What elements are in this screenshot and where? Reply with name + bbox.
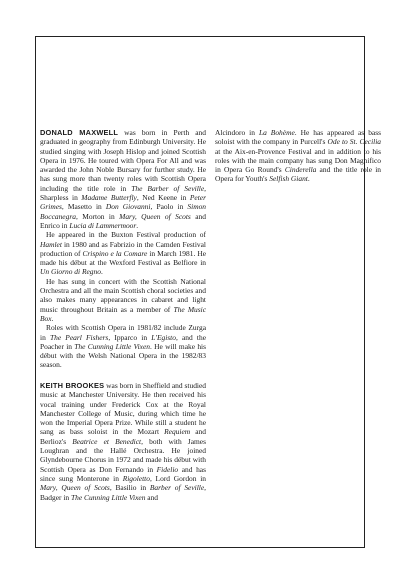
work-title: Madame Butterfly <box>81 193 137 203</box>
work-title: Selfish Giant <box>269 174 308 184</box>
maxwell-para-2 <box>40 230 206 276</box>
text-run: at the Aix-en-Provence Festival and in addition to his roles with the main company has sung Don Magnifico in Opera Go Round's <box>215 146 381 175</box>
text-run: , both with James Loughran and the Hallé Orchestra. He joined Glyndebourne Chorus in 1972 and made his début with Scottish Opera as Don Fernando in <box>40 436 206 474</box>
text-run: was born in Perth and graduated in geography from Edinburgh University. He studied singing with Joseph Hislop and joined Scottish Opera in 1976. He toured with Opera For All and was awarded the John Noble Bursary for further study. He has sung more than twenty roles with Scottish Opera including the title role in <box>40 128 206 193</box>
work-title: La Bohème <box>258 128 295 137</box>
text-run: . <box>307 174 310 184</box>
text-run: and Enrico in <box>40 211 206 230</box>
text-run: , and the Poacher in <box>40 332 207 351</box>
work-title: L'Egisto <box>151 332 176 342</box>
work-title: Simon Boccanegra <box>40 202 206 221</box>
work-title: Un Giorno di Regno <box>40 267 101 277</box>
text-run: and Berlioz's <box>40 427 206 446</box>
work-title: Requiem <box>164 427 191 437</box>
maxwell-name: DONALD MAXWELL <box>40 128 119 137</box>
work-title: Peter Grimes <box>40 193 206 212</box>
maxwell-para-1 <box>40 128 206 230</box>
text-run: , Lord Gordon in <box>149 473 206 483</box>
text-run: in 1980 and as Fabrizio in the Camden Festival production of <box>40 239 206 258</box>
text-run: , Sharpless in <box>40 183 206 203</box>
text-run: . <box>51 313 54 323</box>
text-run: He appeared in the Buxton Festival production of <box>46 230 206 240</box>
text-run: and <box>145 492 159 502</box>
brookes-bio <box>40 381 206 502</box>
text-run: , Morton in <box>75 211 120 221</box>
work-title: The Music Box <box>40 304 206 323</box>
work-title: The Cunning Little Vixen <box>70 492 146 502</box>
work-title: Lucia di Lammermoor <box>69 220 137 230</box>
right-column-para <box>215 128 381 184</box>
text-run: , Ned Keene in <box>136 193 190 203</box>
work-title: Don Giovanni <box>105 202 151 212</box>
work-title: Hamlet <box>40 239 62 249</box>
text-run: and has since sung Monterone in <box>40 464 206 483</box>
text-run: . <box>100 267 103 277</box>
brookes-name: KEITH BROOKES <box>40 381 105 390</box>
work-title: The Pearl Fishers <box>49 332 109 342</box>
text-run: in March 1981. He made his début at the Wexford Festival as Belfiore in <box>40 248 206 268</box>
text-run: , Paolo in <box>150 202 188 212</box>
brookes-para-1 <box>40 381 206 502</box>
work-title: Rigoletto <box>122 473 150 483</box>
work-title: Mary, Queen of Scots <box>119 211 191 221</box>
work-title: The Cunning Little Vixen <box>74 341 150 351</box>
work-title: Barber of Seville <box>149 483 205 493</box>
work-title: The Barber of Seville <box>131 183 205 193</box>
text-run: . He will make his début with the Welsh National Opera in the 1982/83 season. <box>40 341 206 370</box>
work-title: Ode to St. Cecilia <box>327 137 381 147</box>
maxwell-para-3 <box>40 277 206 323</box>
right-column-text <box>215 128 381 184</box>
maxwell-para-4 <box>40 323 206 369</box>
text-run: , Basilio in <box>109 483 150 493</box>
text-run: , Ipparco in <box>108 332 152 342</box>
work-title: Fidelio <box>156 464 179 474</box>
text-run: He has sung in concert with the Scottish National Orchestra and all the main Scottish choral societies and also makes many appearances in cabaret and light music throughout Britain as a member of <box>40 276 206 314</box>
text-run: and the title role in Opera for Youth's <box>215 165 381 184</box>
text-run: , Masetto in <box>61 202 106 212</box>
text-run: Alcindoro in <box>215 128 259 137</box>
work-title: Cinderella <box>284 165 317 175</box>
text-run: Roles with Scottish Opera in 1981/82 include Zurga in <box>40 323 206 342</box>
text-run: , Badger in <box>40 483 206 502</box>
text-run: . <box>136 220 139 230</box>
work-title: Mary, Queen of Scots <box>40 483 110 493</box>
maxwell-bio <box>40 128 206 370</box>
work-title: Crispino e la Comare <box>82 248 148 258</box>
text-run: was born in Sheffield and studied music at Manchester University. He then received his vocal training under Frederick Cox at the Royal Manchester College of Music, during which time he won the Imperial Opera Prize. While still a student he sang as bass soloist in the Mozart <box>40 381 206 437</box>
text-run: . He has appeared as bass soloist with the company in Purcell's <box>215 128 381 147</box>
work-title: Beatrice et Benedict <box>72 436 142 446</box>
